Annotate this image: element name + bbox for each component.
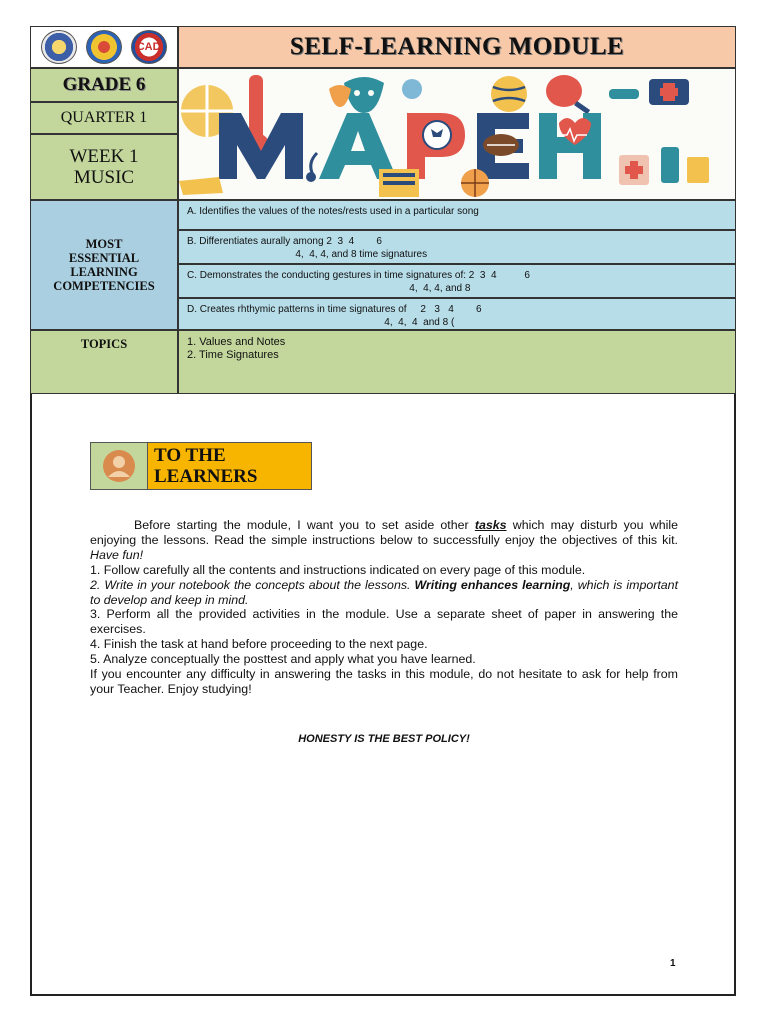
to-the-learners-title bbox=[148, 443, 311, 489]
topics-heading: TOPICS bbox=[80, 337, 128, 351]
instruction-2-emphasis: Writing enhances learning bbox=[414, 577, 571, 592]
intro-tasks-emphasis: tasks bbox=[474, 518, 507, 532]
competency-c-line1: C. Demonstrates the conducting gestures in time signatures of: 2 3 4 6 bbox=[187, 270, 530, 281]
logo-strip bbox=[30, 26, 178, 68]
topic-item: 2. Time Signatures bbox=[187, 349, 279, 361]
competency-b-line1: B. Differentiates aurally among 2 3 4 6 bbox=[187, 236, 382, 247]
competency-b-line2: 4, 4, 4, and 8 time signatures bbox=[187, 249, 428, 260]
week-label: WEEK 1 bbox=[69, 146, 139, 167]
competency-row-c bbox=[178, 264, 736, 298]
competency-row-a bbox=[178, 200, 736, 230]
competency-c-line2: 4, 4, 4, and 8 bbox=[187, 283, 471, 294]
grade-label: GRADE 6 bbox=[62, 74, 146, 95]
cad-logo-text: CAD bbox=[136, 41, 161, 53]
competencies-heading-cell bbox=[30, 200, 178, 330]
competency-row-d bbox=[178, 298, 736, 330]
quarter-cell bbox=[30, 102, 178, 134]
mapeh-banner bbox=[178, 68, 736, 200]
competency-a-line1: A. Identifies the values of the notes/rests used in a particular song bbox=[187, 206, 479, 217]
mapeh-illustration bbox=[179, 69, 735, 199]
instruction-3: 3. Perform all the provided activities in the module. Use a separate sheet of paper in answering the exercises. bbox=[90, 607, 678, 637]
competency-d-line1: D. Creates rhthymic patterns in time signatures of 2 3 4 6 bbox=[187, 304, 482, 315]
instruction-2-text-a: 2. Write in your notebook the concepts about the lessons. bbox=[90, 577, 415, 592]
module-title-cell bbox=[178, 26, 736, 68]
cad-logo bbox=[131, 30, 167, 64]
instruction-4: 4. Finish the task at hand before proceeding to the next page. bbox=[90, 637, 428, 652]
topics-heading-cell bbox=[30, 330, 178, 394]
module-title: SELF-LEARNING MODULE bbox=[289, 33, 625, 60]
to-the-learners-box bbox=[90, 442, 312, 490]
competencies-heading: MOST ESSENTIAL LEARNING COMPETENCIES bbox=[53, 237, 155, 293]
subject-label: MUSIC bbox=[73, 167, 135, 188]
instruction-5: 5. Analyze conceptually the posttest and apply what you have learned. bbox=[90, 652, 476, 667]
intro-paragraph bbox=[90, 518, 678, 563]
learner-avatar-icon bbox=[101, 449, 137, 483]
division-seal-logo bbox=[86, 30, 122, 64]
quarter-label: QUARTER 1 bbox=[60, 109, 148, 126]
learners-title-line2: LEARNERS bbox=[154, 466, 258, 487]
instruction-2 bbox=[90, 578, 678, 608]
competency-d-line2: 4, 4, 4 and 8 ( bbox=[187, 317, 455, 328]
topic-item: 1. Values and Notes bbox=[187, 336, 286, 348]
grade-cell bbox=[30, 68, 178, 102]
instruction-1: 1. Follow carefully all the contents and instructions indicated on every page of this module. bbox=[90, 562, 586, 577]
closing-paragraph: If you encounter any difficulty in answering the tasks in this module, do not hesitate to ask for help from your Teacher. Enjoy studying! bbox=[90, 667, 678, 696]
learners-title-line1: TO THE bbox=[154, 445, 226, 466]
page-number: 1 bbox=[670, 958, 676, 969]
intro-have-fun: Have fun! bbox=[90, 547, 144, 562]
deped-seal-logo bbox=[41, 30, 77, 64]
topics-list bbox=[178, 330, 736, 394]
intro-text-b: which may disturb you while enjoying the lessons. Read the simple instructions below to successfully enjoy the objectives of this kit. bbox=[90, 518, 679, 547]
instructions-body bbox=[90, 518, 678, 697]
intro-text-a: Before starting the module, I want you to set aside other bbox=[134, 518, 475, 532]
instruction-2-text-c: , which is important to develop and keep in mind. bbox=[90, 577, 679, 607]
learner-icon-box bbox=[91, 443, 148, 489]
competency-row-b bbox=[178, 230, 736, 264]
honesty-motto: HONESTY IS THE BEST POLICY! bbox=[298, 733, 470, 745]
week-cell bbox=[30, 134, 178, 200]
